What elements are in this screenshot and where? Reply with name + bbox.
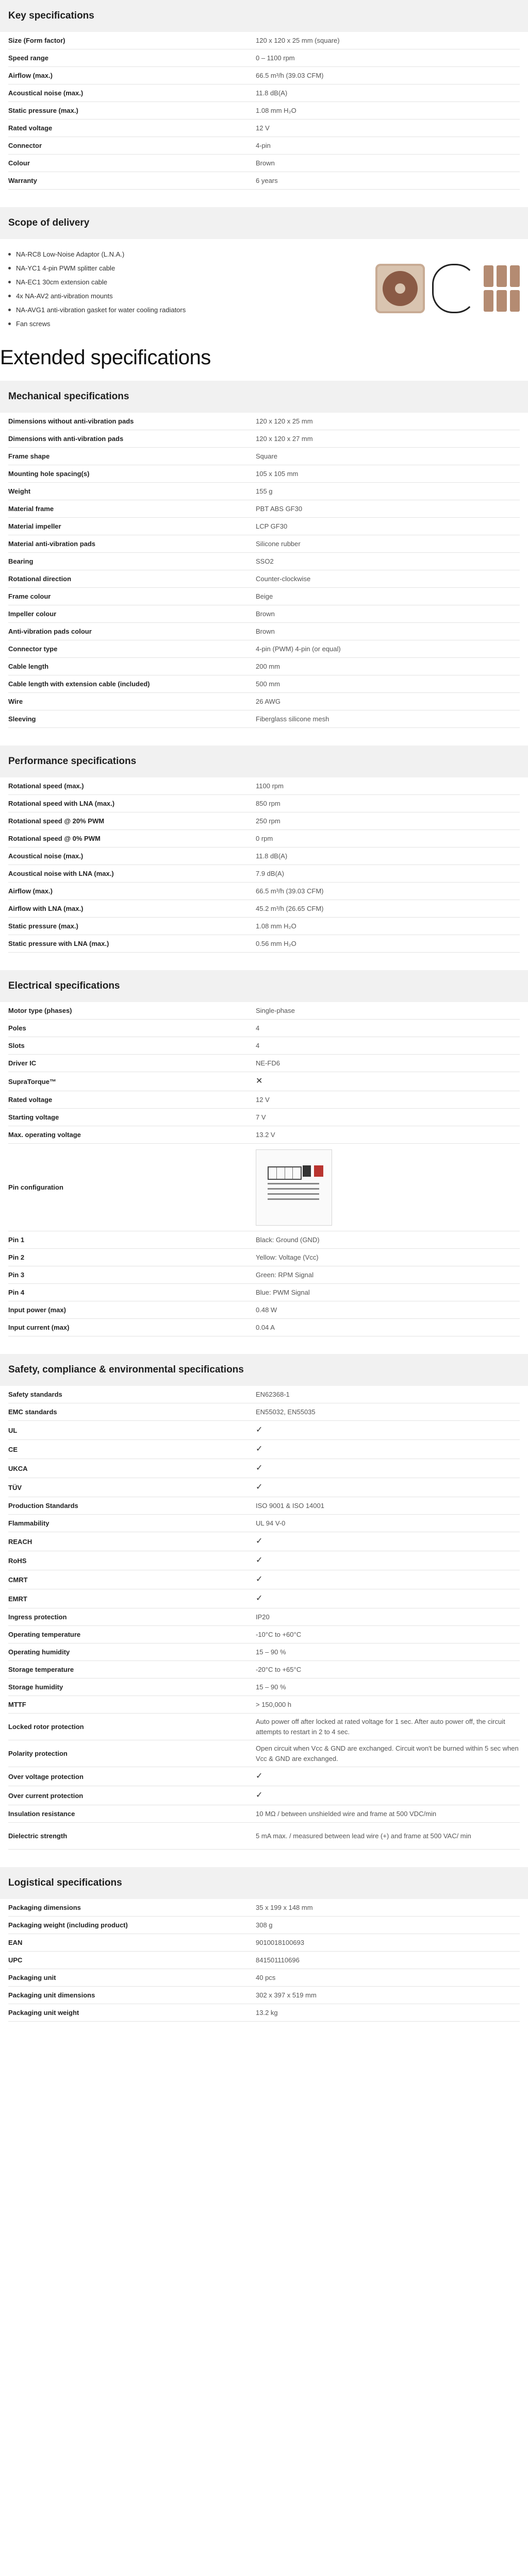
table-row [8, 1055, 520, 1072]
check-icon: ✓ [256, 1464, 263, 1472]
table-row [8, 605, 520, 623]
row-value: Brown [256, 627, 275, 635]
row-value: Brown [256, 159, 275, 167]
table-row [8, 1002, 520, 1020]
row-value: 11.8 dB(A) [256, 852, 288, 860]
table-row [8, 1091, 520, 1109]
row-value: 200 mm [256, 662, 280, 670]
row-value: 12 V [256, 1095, 270, 1104]
table-row [8, 658, 520, 675]
table-row [8, 448, 520, 465]
table-row [8, 1767, 520, 1786]
row-value: SSO2 [256, 557, 274, 565]
section-header-electrical [0, 970, 528, 1002]
list-item-text: NA-AVG1 anti-vibration gasket for water cooling radiators [16, 306, 186, 314]
row-label: Material impeller [8, 522, 61, 530]
row-value: 0 rpm [256, 834, 273, 842]
table-row [8, 1934, 520, 1952]
row-label: Rated voltage [8, 124, 53, 132]
row-label: Material anti-vibration pads [8, 540, 96, 548]
product-image [334, 247, 520, 330]
table-row [8, 1696, 520, 1714]
row-label: Dielectric strength [8, 1832, 68, 1840]
table-row [8, 84, 520, 102]
table-row [8, 1478, 520, 1497]
table-row [8, 1109, 520, 1126]
mechanical-table [0, 413, 528, 728]
table-row [8, 1319, 520, 1336]
check-icon: ✓ [256, 1426, 263, 1434]
table-row [8, 1421, 520, 1440]
row-label: MTTF [8, 1701, 26, 1708]
table-row [8, 483, 520, 500]
table-row [8, 1403, 520, 1421]
row-label: Static pressure (max.) [8, 107, 78, 114]
list-item [8, 303, 334, 317]
table-row [8, 1249, 520, 1266]
row-label: Weight [8, 487, 31, 495]
table-row [8, 588, 520, 605]
row-label: Driver IC [8, 1059, 37, 1067]
scope-list [8, 247, 334, 331]
row-value: 0.48 W [256, 1306, 277, 1314]
row-value [256, 1149, 520, 1226]
row-label: EAN [8, 1939, 23, 1946]
row-label: Operating humidity [8, 1648, 70, 1656]
accessories-image [484, 265, 520, 312]
check-icon: ✓ [256, 1791, 263, 1800]
row-label: EMC standards [8, 1408, 57, 1416]
row-label: Size (Form factor) [8, 37, 65, 44]
row-label: Pin configuration [8, 1183, 63, 1191]
row-value: UL 94 V-0 [256, 1519, 286, 1527]
row-label: Rotational speed @ 0% PWM [8, 835, 101, 842]
table-row [8, 155, 520, 172]
row-value: 105 x 105 mm [256, 469, 299, 478]
row-value: 35 x 199 x 148 mm [256, 1903, 313, 1911]
row-label: Connector type [8, 645, 58, 653]
table-row [8, 1626, 520, 1643]
table-row [8, 675, 520, 693]
table-row [8, 883, 520, 900]
row-value: 841501110696 [256, 1956, 300, 1964]
list-item [8, 275, 334, 289]
section-header-mechanical [0, 381, 528, 413]
table-row [8, 865, 520, 883]
row-value: 4 [256, 1024, 260, 1032]
table-row [8, 1786, 520, 1805]
row-label: Acoustical noise (max.) [8, 89, 84, 97]
table-row [8, 49, 520, 67]
table-row [8, 1714, 520, 1740]
row-value: > 150,000 h [256, 1700, 292, 1708]
table-row [8, 413, 520, 430]
row-label: Rotational direction [8, 575, 72, 583]
cross-icon: ✕ [256, 1077, 263, 1086]
section-header-logistical [0, 1867, 528, 1899]
table-row [8, 500, 520, 518]
row-value: Silicone rubber [256, 539, 301, 548]
section-title: Performance specifications [8, 756, 137, 767]
row-label: Anti-vibration pads colour [8, 628, 92, 635]
section-title: Logistical specifications [8, 1877, 122, 1888]
table-row [8, 1144, 520, 1231]
row-label: Static pressure (max.) [8, 922, 78, 930]
check-icon: ✓ [256, 1445, 263, 1453]
row-value: Green: RPM Signal [256, 1270, 314, 1279]
row-value: 26 AWG [256, 697, 280, 705]
row-value: 1.08 mm H₂O [256, 922, 296, 930]
check-icon: ✓ [256, 1556, 263, 1565]
check-icon: ✓ [256, 1483, 263, 1492]
table-row [8, 1497, 520, 1515]
check-icon: ✓ [256, 1772, 263, 1781]
row-label: Insulation resistance [8, 1810, 75, 1818]
table-row [8, 710, 520, 728]
row-label: Ingress protection [8, 1613, 67, 1621]
row-label: Rotational speed @ 20% PWM [8, 817, 105, 825]
table-row [8, 1126, 520, 1144]
row-value: 12 V [256, 124, 270, 132]
row-label: Sleeving [8, 715, 36, 723]
pin-configuration-diagram [256, 1149, 332, 1226]
row-value: 500 mm [256, 680, 280, 688]
row-label: Packaging unit weight [8, 2009, 79, 2016]
table-row [8, 1740, 520, 1767]
row-label: Production Standards [8, 1502, 78, 1510]
row-label: Material frame [8, 505, 54, 513]
row-value: Blue: PWM Signal [256, 1288, 310, 1296]
list-item [8, 247, 334, 261]
table-row [8, 1037, 520, 1055]
row-label: Max. operating voltage [8, 1131, 81, 1139]
table-row [8, 1661, 520, 1679]
row-value: 45.2 m³/h (26.65 CFM) [256, 904, 324, 912]
table-row [8, 1987, 520, 2004]
row-label: EMRT [8, 1595, 27, 1603]
section-header-safety [0, 1354, 528, 1386]
row-value: 6 years [256, 176, 278, 184]
row-label: Cable length with extension cable (included) [8, 680, 150, 688]
table-row [8, 777, 520, 795]
table-row [8, 553, 520, 570]
row-label: Frame colour [8, 592, 51, 600]
list-item-text: NA-RC8 Low-Noise Adaptor (L.N.A.) [16, 250, 125, 258]
row-value: 66.5 m³/h (39.03 CFM) [256, 71, 324, 79]
row-label: Airflow with LNA (max.) [8, 905, 84, 912]
row-value: 5 mA max. / measured between lead wire (+) and frame at 500 VAC/ min [256, 1832, 471, 1840]
row-label: Pin 2 [8, 1253, 25, 1261]
extended-specs-title: Extended specifications [0, 346, 211, 369]
key-specs-table [0, 32, 528, 190]
row-label: Starting voltage [8, 1113, 59, 1121]
table-row [8, 1072, 520, 1091]
list-item-text: NA-EC1 30cm extension cable [16, 278, 108, 286]
row-label: Connector [8, 142, 42, 149]
row-label: Acoustical noise with LNA (max.) [8, 870, 114, 877]
row-value: 15 – 90 % [256, 1648, 286, 1656]
table-row [8, 1805, 520, 1823]
row-label: UL [8, 1426, 18, 1434]
list-item-text: NA-YC1 4-pin PWM splitter cable [16, 264, 116, 272]
table-row [8, 623, 520, 640]
section-header-performance [0, 745, 528, 777]
table-row [8, 172, 520, 190]
section-title: Mechanical specifications [8, 391, 129, 402]
table-row [8, 1020, 520, 1037]
row-value: -10°C to +60°C [256, 1630, 302, 1638]
row-label: Over current protection [8, 1791, 84, 1800]
row-value: IP20 [256, 1613, 270, 1621]
row-label: Warranty [8, 177, 37, 184]
row-label: Polarity protection [8, 1750, 68, 1757]
performance-table [0, 777, 528, 953]
list-item [8, 317, 334, 331]
row-label: Acoustical noise (max.) [8, 852, 84, 860]
row-value: EN62368-1 [256, 1390, 290, 1398]
row-value: Single-phase [256, 1006, 295, 1014]
row-label: CE [8, 1445, 18, 1453]
row-value: 4-pin [256, 141, 271, 149]
row-label: TÜV [8, 1483, 22, 1492]
table-row [8, 570, 520, 588]
row-value: 66.5 m³/h (39.03 CFM) [256, 887, 324, 895]
row-label: Storage humidity [8, 1683, 63, 1691]
table-row [8, 1440, 520, 1459]
row-value: Fiberglass silicone mesh [256, 715, 329, 723]
electrical-table [0, 1002, 528, 1336]
row-label: Colour [8, 159, 30, 167]
table-row [8, 1532, 520, 1551]
row-label: Safety standards [8, 1391, 62, 1398]
table-row [8, 1551, 520, 1570]
row-label: Over voltage protection [8, 1772, 84, 1781]
list-item [8, 261, 334, 275]
table-row [8, 1589, 520, 1608]
table-row [8, 120, 520, 137]
table-row [8, 1969, 520, 1987]
row-value: 120 x 120 x 25 mm [256, 417, 313, 425]
row-value: Square [256, 452, 277, 460]
row-value: 0.04 A [256, 1323, 275, 1331]
list-item [8, 289, 334, 303]
row-value: 7.9 dB(A) [256, 869, 284, 877]
table-row [8, 1917, 520, 1934]
row-label: Rated voltage [8, 1096, 53, 1104]
table-row [8, 102, 520, 120]
row-label: Packaging unit dimensions [8, 1991, 95, 1999]
row-label: Airflow (max.) [8, 72, 53, 79]
row-label: RoHS [8, 1556, 27, 1565]
table-row [8, 1284, 520, 1301]
bullet-icon [8, 309, 11, 311]
row-label: Impeller colour [8, 610, 57, 618]
section-title: Scope of delivery [8, 217, 90, 228]
table-row [8, 1952, 520, 1969]
table-row [8, 1231, 520, 1249]
table-row [8, 518, 520, 535]
logistical-table [0, 1899, 528, 2022]
row-value: Black: Ground (GND) [256, 1235, 320, 1244]
table-row [8, 693, 520, 710]
row-value: Counter-clockwise [256, 574, 311, 583]
row-value: 0 – 1100 rpm [256, 54, 295, 62]
table-row [8, 1643, 520, 1661]
bullet-icon [8, 281, 11, 283]
row-value: 250 rpm [256, 817, 280, 825]
bullet-icon [8, 253, 11, 256]
table-row [8, 1899, 520, 1917]
row-value: 120 x 120 x 25 mm (square) [256, 36, 340, 44]
row-value: 1100 rpm [256, 782, 284, 790]
table-row [8, 812, 520, 830]
table-row [8, 32, 520, 49]
table-row [8, 430, 520, 448]
table-row [8, 918, 520, 935]
check-icon: ✓ [256, 1537, 263, 1546]
row-label: Locked rotor protection [8, 1723, 84, 1731]
row-label: Frame shape [8, 452, 50, 460]
row-value: 13.2 kg [256, 2008, 278, 2016]
table-row [8, 2004, 520, 2022]
row-label: Dimensions without anti-vibration pads [8, 417, 134, 425]
row-value: Auto power off after locked at rated voltage for 1 sec. After auto power off, the circuit attempts to restart in 2 to 4 sec. [256, 1718, 505, 1736]
table-row [8, 1570, 520, 1589]
row-label: UKCA [8, 1464, 28, 1472]
bullet-icon [8, 323, 11, 325]
row-label: Packaging unit [8, 1974, 56, 1981]
row-label: Wire [8, 698, 23, 705]
scope-of-delivery [0, 239, 528, 331]
table-row [8, 465, 520, 483]
table-row [8, 935, 520, 953]
row-value: 11.8 dB(A) [256, 89, 288, 97]
row-value: PBT ABS GF30 [256, 504, 303, 513]
safety-table [0, 1386, 528, 1850]
row-value: 10 MΩ / between unshielded wire and frame at 500 VDC/min [256, 1809, 437, 1818]
row-label: Pin 3 [8, 1271, 25, 1279]
row-label: Rotational speed (max.) [8, 782, 84, 790]
row-value: 15 – 90 % [256, 1683, 286, 1691]
row-label: CMRT [8, 1575, 28, 1584]
table-row [8, 1459, 520, 1478]
row-value: 1.08 mm H₂O [256, 106, 296, 114]
row-label: Slots [8, 1042, 25, 1049]
check-icon: ✓ [256, 1575, 263, 1584]
check-icon: ✓ [256, 1594, 263, 1603]
row-value: 7 V [256, 1113, 266, 1121]
row-label: Operating temperature [8, 1631, 81, 1638]
row-value: 4 [256, 1041, 260, 1049]
row-label: UPC [8, 1956, 23, 1964]
section-title: Safety, compliance & environmental specifications [8, 1364, 244, 1375]
row-label: SupraTorque™ [8, 1077, 56, 1086]
row-value: 13.2 V [256, 1130, 275, 1139]
table-row [8, 1301, 520, 1319]
row-label: Airflow (max.) [8, 887, 53, 895]
row-value: LCP GF30 [256, 522, 288, 530]
list-item-text: 4x NA-AV2 anti-vibration mounts [16, 292, 113, 300]
row-label: Pin 4 [8, 1289, 25, 1296]
table-row [8, 1608, 520, 1626]
table-row [8, 640, 520, 658]
row-value: 4-pin (PWM) 4-pin (or equal) [256, 645, 341, 653]
row-value: Yellow: Voltage (Vcc) [256, 1253, 319, 1261]
row-value: Brown [256, 609, 275, 618]
row-label: Bearing [8, 557, 34, 565]
row-value: -20°C to +65°C [256, 1665, 302, 1673]
row-value: NE-FD6 [256, 1059, 280, 1067]
row-value: 302 x 397 x 519 mm [256, 1991, 317, 1999]
table-row [8, 67, 520, 84]
table-row [8, 1679, 520, 1696]
table-row [8, 848, 520, 865]
bullet-icon [8, 267, 11, 269]
table-row [8, 137, 520, 155]
row-label: Input power (max) [8, 1306, 66, 1314]
table-row [8, 900, 520, 918]
row-value: Open circuit when Vcc & GND are exchanged. Circuit won't be burned within 5 sec when Vcc & GND are exchanged. [256, 1744, 519, 1762]
row-label: Dimensions with anti-vibration pads [8, 435, 124, 443]
table-row [8, 830, 520, 848]
row-value: Beige [256, 592, 273, 600]
row-label: Storage temperature [8, 1666, 74, 1673]
row-label: Speed range [8, 54, 49, 62]
row-value: 850 rpm [256, 799, 280, 807]
list-item-text: Fan screws [16, 320, 51, 328]
table-row [8, 1823, 520, 1850]
row-label: Input current (max) [8, 1324, 70, 1331]
row-label: Cable length [8, 663, 49, 670]
section-title: Key specifications [8, 10, 94, 21]
row-label: Motor type (phases) [8, 1007, 72, 1014]
row-label: REACH [8, 1537, 32, 1546]
row-label: Packaging weight (including product) [8, 1921, 128, 1929]
cable-image [432, 264, 476, 313]
row-value: EN55032, EN55035 [256, 1408, 316, 1416]
table-row [8, 1515, 520, 1532]
section-title: Electrical specifications [8, 980, 120, 991]
row-label: Mounting hole spacing(s) [8, 470, 90, 478]
row-label: Rotational speed with LNA (max.) [8, 800, 115, 807]
section-header-key-specs [0, 0, 528, 32]
row-value: 155 g [256, 487, 273, 495]
row-value: 120 x 120 x 27 mm [256, 434, 313, 443]
section-header-scope [0, 207, 528, 239]
bullet-icon [8, 295, 11, 297]
row-value: ISO 9001 & ISO 14001 [256, 1501, 324, 1510]
row-value: 40 pcs [256, 1973, 276, 1981]
table-row [8, 1266, 520, 1284]
table-row [8, 795, 520, 812]
table-row [8, 1386, 520, 1403]
table-row [8, 535, 520, 553]
row-value: 308 g [256, 1921, 273, 1929]
row-label: Packaging dimensions [8, 1904, 81, 1911]
row-label: Static pressure with LNA (max.) [8, 940, 109, 947]
row-label: Pin 1 [8, 1236, 25, 1244]
row-value: 0.56 mm H₂O [256, 939, 296, 947]
row-value: 9010018100693 [256, 1938, 304, 1946]
fan-image [375, 264, 425, 313]
row-label: Flammability [8, 1519, 50, 1527]
row-label: Poles [8, 1024, 26, 1032]
